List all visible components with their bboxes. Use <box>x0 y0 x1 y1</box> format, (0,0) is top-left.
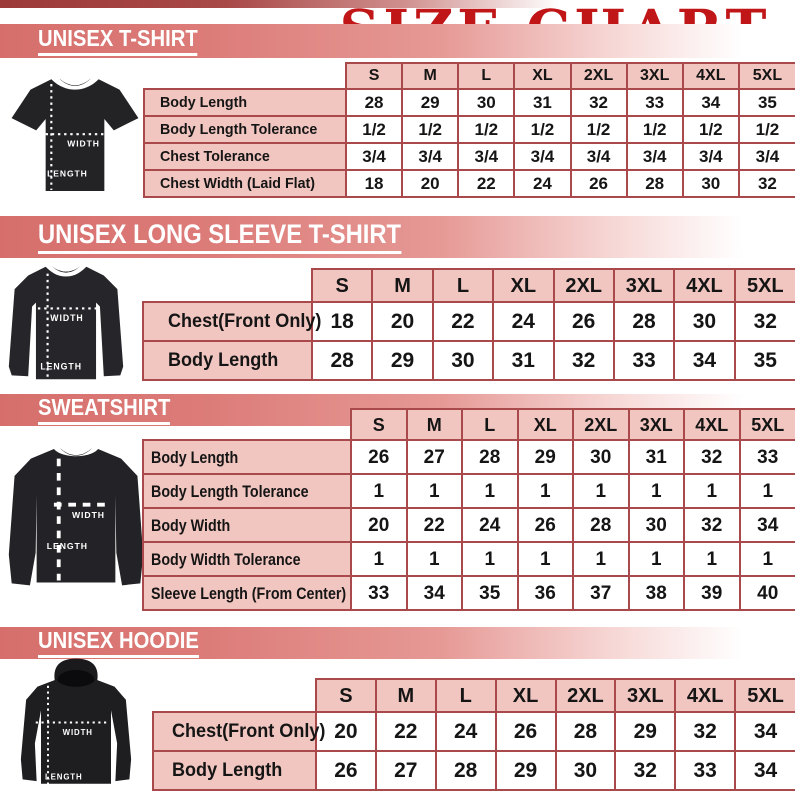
size-column-header: 4XL <box>684 409 740 440</box>
size-column-header: 2XL <box>573 409 629 440</box>
tshirt-size-table <box>143 62 795 198</box>
size-value-cell: 27 <box>407 440 463 474</box>
size-column-header: 4XL <box>683 63 739 89</box>
table-row <box>144 89 795 116</box>
size-value-cell: 24 <box>493 302 553 341</box>
tshirt-icon <box>4 70 146 204</box>
measurement-row-label: Body Length <box>144 89 346 116</box>
size-value-cell: 1 <box>629 542 685 576</box>
measurement-row-label: Chest(Front Only) <box>153 712 316 751</box>
size-value-cell: 30 <box>556 751 616 790</box>
size-value-cell: 26 <box>316 751 376 790</box>
tshirt-image <box>4 70 146 204</box>
section-title-tshirt: UNISEX T-SHIRT <box>38 27 198 56</box>
measurement-row-label: Body Length <box>153 751 316 790</box>
size-value-cell: 40 <box>740 576 796 610</box>
size-value-cell: 3/4 <box>514 143 570 170</box>
section-title-sweatshirt: SWEATSHIRT <box>38 396 170 425</box>
size-value-cell: 20 <box>372 302 432 341</box>
size-column-header: 3XL <box>615 679 675 712</box>
size-column-header: 5XL <box>740 409 796 440</box>
size-value-cell: 18 <box>312 302 372 341</box>
garment-length-label: LENGTH <box>47 168 88 179</box>
size-value-cell: 1 <box>518 542 574 576</box>
section-banner-long-sleeve <box>0 216 800 258</box>
size-header-row <box>143 269 795 302</box>
size-column-header: XL <box>518 409 574 440</box>
size-value-cell: 26 <box>518 508 574 542</box>
size-value-cell: 18 <box>346 170 402 197</box>
size-value-cell: 35 <box>735 341 795 380</box>
table-row <box>143 302 795 341</box>
size-column-header: L <box>458 63 514 89</box>
size-value-cell: 28 <box>614 302 674 341</box>
size-value-cell: 3/4 <box>346 143 402 170</box>
size-value-cell: 28 <box>462 440 518 474</box>
long-sleeve-size-table <box>142 268 795 381</box>
size-value-cell: 1 <box>351 474 407 508</box>
size-value-cell: 1 <box>407 542 463 576</box>
garment-width-label: WIDTH <box>62 727 93 737</box>
size-column-header: L <box>462 409 518 440</box>
size-value-cell: 22 <box>433 302 493 341</box>
size-value-cell: 3/4 <box>402 143 458 170</box>
corner-cell <box>143 409 351 440</box>
size-column-header: XL <box>514 63 570 89</box>
size-column-header: S <box>316 679 376 712</box>
table-row <box>143 474 795 508</box>
measurement-row-label: Body Width <box>143 508 351 542</box>
size-value-cell: 26 <box>571 170 627 197</box>
size-value-cell: 1 <box>518 474 574 508</box>
section-banner-tshirt <box>0 24 800 58</box>
size-value-cell: 33 <box>627 89 683 116</box>
size-column-header: 2XL <box>556 679 616 712</box>
table-row <box>153 751 795 790</box>
size-column-header: S <box>351 409 407 440</box>
size-value-cell: 30 <box>433 341 493 380</box>
size-value-cell: 34 <box>740 508 796 542</box>
size-value-cell: 30 <box>674 302 734 341</box>
size-value-cell: 27 <box>376 751 436 790</box>
size-value-cell: 26 <box>351 440 407 474</box>
size-value-cell: 33 <box>675 751 735 790</box>
size-column-header: 4XL <box>675 679 735 712</box>
sweatshirt-size-table <box>142 408 795 611</box>
table-row <box>144 116 795 143</box>
size-value-cell: 1 <box>629 474 685 508</box>
measurement-row-label: Body Width Tolerance <box>143 542 351 576</box>
size-column-header: S <box>346 63 402 89</box>
size-column-header: 2XL <box>571 63 627 89</box>
garment-width-label: WIDTH <box>71 510 106 521</box>
corner-cell <box>153 679 316 712</box>
measurement-row-label: Body Length Tolerance <box>144 116 346 143</box>
table-row <box>144 143 795 170</box>
size-value-cell: 29 <box>615 712 675 751</box>
size-column-header: S <box>312 269 372 302</box>
size-column-header: L <box>436 679 496 712</box>
size-column-header: 5XL <box>739 63 795 89</box>
size-value-cell: 32 <box>554 341 614 380</box>
size-value-cell: 29 <box>496 751 556 790</box>
size-value-cell: 30 <box>629 508 685 542</box>
size-value-cell: 1/2 <box>571 116 627 143</box>
size-value-cell: 1 <box>684 474 740 508</box>
measurement-row-label: Body Length Tolerance <box>143 474 351 508</box>
measurement-row-label: Body Length <box>143 341 312 380</box>
size-value-cell: 34 <box>407 576 463 610</box>
size-value-cell: 3/4 <box>683 143 739 170</box>
corner-cell <box>143 269 312 302</box>
size-value-cell: 20 <box>316 712 376 751</box>
size-value-cell: 32 <box>571 89 627 116</box>
size-column-header: M <box>372 269 432 302</box>
size-value-cell: 28 <box>436 751 496 790</box>
size-column-header: M <box>407 409 463 440</box>
table-row <box>143 542 795 576</box>
size-value-cell: 26 <box>496 712 556 751</box>
hoodie-icon <box>12 656 140 796</box>
size-value-cell: 30 <box>458 89 514 116</box>
size-value-cell: 35 <box>462 576 518 610</box>
size-column-header: M <box>402 63 458 89</box>
garment-length-label: LENGTH <box>44 772 83 782</box>
size-value-cell: 1 <box>573 474 629 508</box>
size-column-header: M <box>376 679 436 712</box>
size-value-cell: 22 <box>407 508 463 542</box>
size-value-cell: 1 <box>462 542 518 576</box>
measurement-row-label: Sleeve Length (From Center) <box>143 576 351 610</box>
size-value-cell: 28 <box>312 341 372 380</box>
table-row <box>143 576 795 610</box>
size-value-cell: 26 <box>554 302 614 341</box>
garment-width-label: WIDTH <box>50 313 84 324</box>
size-column-header: L <box>433 269 493 302</box>
size-column-header: 5XL <box>735 679 795 712</box>
size-value-cell: 34 <box>735 751 795 790</box>
size-value-cell: 31 <box>629 440 685 474</box>
size-value-cell: 1/2 <box>514 116 570 143</box>
size-value-cell: 36 <box>518 576 574 610</box>
size-value-cell: 29 <box>402 89 458 116</box>
size-value-cell: 39 <box>684 576 740 610</box>
size-value-cell: 1/2 <box>402 116 458 143</box>
size-value-cell: 20 <box>402 170 458 197</box>
size-value-cell: 1/2 <box>683 116 739 143</box>
size-value-cell: 24 <box>436 712 496 751</box>
size-value-cell: 28 <box>627 170 683 197</box>
size-value-cell: 1/2 <box>346 116 402 143</box>
measurement-row-label: Chest Width (Laid Flat) <box>144 170 346 197</box>
table-row <box>143 341 795 380</box>
size-value-cell: 22 <box>376 712 436 751</box>
corner-cell <box>144 63 346 89</box>
size-value-cell: 1 <box>740 542 796 576</box>
long-sleeve-tshirt-image <box>2 260 130 386</box>
size-value-cell: 35 <box>739 89 795 116</box>
size-value-cell: 32 <box>675 712 735 751</box>
size-value-cell: 3/4 <box>739 143 795 170</box>
table-row <box>143 508 795 542</box>
size-header-row <box>144 63 795 89</box>
size-value-cell: 32 <box>684 508 740 542</box>
size-value-cell: 1 <box>684 542 740 576</box>
size-value-cell: 34 <box>683 89 739 116</box>
size-value-cell: 1 <box>740 474 796 508</box>
garment-length-label: LENGTH <box>46 540 88 551</box>
size-value-cell: 1/2 <box>627 116 683 143</box>
size-header-row <box>143 409 795 440</box>
size-value-cell: 1/2 <box>458 116 514 143</box>
size-value-cell: 33 <box>614 341 674 380</box>
size-value-cell: 3/4 <box>627 143 683 170</box>
size-value-cell: 32 <box>615 751 675 790</box>
garment-length-label: LENGTH <box>40 361 82 372</box>
size-value-cell: 32 <box>684 440 740 474</box>
size-value-cell: 24 <box>462 508 518 542</box>
size-value-cell: 31 <box>493 341 553 380</box>
size-value-cell: 32 <box>739 170 795 197</box>
size-value-cell: 33 <box>740 440 796 474</box>
garment-width-label: WIDTH <box>67 138 100 149</box>
size-value-cell: 32 <box>735 302 795 341</box>
size-value-cell: 3/4 <box>571 143 627 170</box>
size-value-cell: 20 <box>351 508 407 542</box>
measurement-row-label: Body Length <box>143 440 351 474</box>
sweatshirt-icon <box>4 436 148 606</box>
section-title-long-sleeve: UNISEX LONG SLEEVE T-SHIRT <box>38 221 401 254</box>
size-column-header: 2XL <box>554 269 614 302</box>
measurement-row-label: Chest Tolerance <box>144 143 346 170</box>
size-value-cell: 30 <box>573 440 629 474</box>
table-row <box>143 440 795 474</box>
size-column-header: XL <box>496 679 556 712</box>
size-value-cell: 37 <box>573 576 629 610</box>
size-value-cell: 24 <box>514 170 570 197</box>
size-value-cell: 3/4 <box>458 143 514 170</box>
size-value-cell: 33 <box>351 576 407 610</box>
size-value-cell: 30 <box>683 170 739 197</box>
size-column-header: 5XL <box>735 269 795 302</box>
size-value-cell: 1 <box>407 474 463 508</box>
hoodie-image <box>12 656 140 796</box>
size-value-cell: 1 <box>462 474 518 508</box>
size-value-cell: 29 <box>372 341 432 380</box>
measurement-row-label: Chest(Front Only) <box>143 302 312 341</box>
size-column-header: 4XL <box>674 269 734 302</box>
size-value-cell: 1/2 <box>739 116 795 143</box>
sweatshirt-image <box>4 436 148 606</box>
size-column-header: 3XL <box>627 63 683 89</box>
size-value-cell: 34 <box>674 341 734 380</box>
size-value-cell: 22 <box>458 170 514 197</box>
size-value-cell: 28 <box>573 508 629 542</box>
size-column-header: XL <box>493 269 553 302</box>
section-title-hoodie: UNISEX HOODIE <box>38 629 199 658</box>
size-value-cell: 1 <box>573 542 629 576</box>
size-header-row <box>153 679 795 712</box>
size-value-cell: 34 <box>735 712 795 751</box>
table-row <box>153 712 795 751</box>
size-value-cell: 29 <box>518 440 574 474</box>
size-value-cell: 38 <box>629 576 685 610</box>
size-column-header: 3XL <box>629 409 685 440</box>
size-value-cell: 31 <box>514 89 570 116</box>
table-row <box>144 170 795 197</box>
size-value-cell: 28 <box>556 712 616 751</box>
long-sleeve-tshirt-icon <box>2 260 130 386</box>
size-column-header: 3XL <box>614 269 674 302</box>
size-value-cell: 1 <box>351 542 407 576</box>
section-banner-hoodie <box>0 627 800 659</box>
size-value-cell: 28 <box>346 89 402 116</box>
hoodie-size-table <box>152 678 795 791</box>
